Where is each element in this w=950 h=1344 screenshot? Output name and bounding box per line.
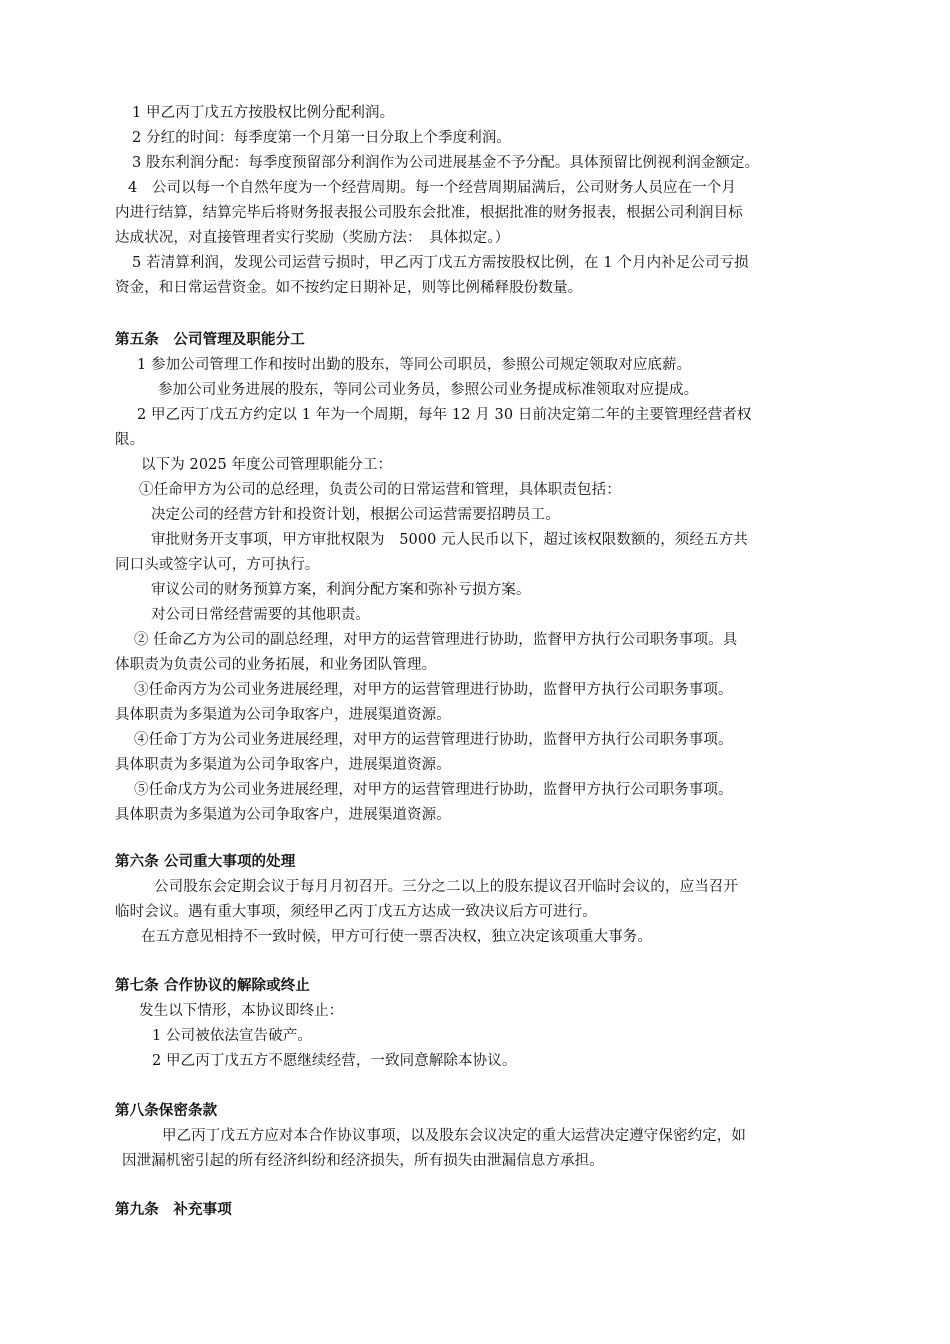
article-5-duty-1: 决定公司的经营方针和投资计划，根据公司运营需要招聘员工。 (151, 507, 560, 523)
article-5-para-4: 以下为 2025 年度公司管理职能分工： (141, 457, 393, 473)
article-7-para-3: 2 甲乙丙丁戊五方不愿继续经营，一致同意解除本协议。 (152, 1053, 517, 1069)
article-5-role-4-line-1: ④任命丁方为公司业务进展经理，对甲方的运营管理进行协助，监督甲方执行公司职务事项。 (134, 732, 733, 748)
profit-item-4-line-3: 达成状况，对直接管理者实行奖励（奖励方法： 具体拟定。） (115, 230, 510, 246)
article-8-title: 第八条保密条款 (115, 1103, 218, 1119)
article-5-para-1: 1 参加公司管理工作和按时出勤的股东，等同公司职员，参照公司规定领取对应底薪。 (137, 357, 692, 373)
profit-item-5-line-1: 5 若清算利润，发现公司运营亏损时，甲乙丙丁戊五方需按股权比例，在 1 个月内补足公司亏损 (132, 255, 749, 271)
article-5-role-5-line-1: ⑤任命戊方为公司业务进展经理，对甲方的运营管理进行协助，监督甲方执行公司职务事项。 (134, 782, 733, 798)
article-5-role-2-line-1: ② 任命乙方为公司的副总经理，对甲方的运营管理进行协助，监督甲方执行公司职务事项。具 (134, 632, 738, 648)
article-9-title: 第九条 补充事项 (115, 1202, 232, 1218)
article-6-title: 第六条 公司重大事项的处理 (115, 854, 296, 870)
article-5-para-2: 参加公司业务进展的股东，等同公司业务员，参照公司业务提成标准领取对应提成。 (158, 382, 699, 398)
article-5-para-3-line-1: 2 甲乙丙丁戊五方约定以 1 年为一个周期，每年 12 月 30 日前决定第二年的主要管理经营者权 (137, 407, 752, 423)
profit-item-2: 2 分红的时间：每季度第一个月第一日分取上个季度利润。 (132, 130, 512, 146)
article-6-para-2: 在五方意见相持不一致时候，甲方可行使一票否决权，独立决定该项重大事务。 (141, 929, 652, 945)
article-5-duty-2-line-2: 同口头或签字认可，方可执行。 (115, 557, 320, 573)
article-6-para-1-line-1: 公司股东会定期会议于每月月初召开。三分之二以上的股东提议召开临时会议的，应当召开 (154, 879, 738, 895)
article-8-para-1-line-1: 甲乙丙丁戊五方应对本合作协议事项，以及股东会议决定的重大运营决定遵守保密约定，如 (162, 1128, 746, 1144)
article-5-role-4-line-2: 具体职责为多渠道为公司争取客户，进展渠道资源。 (115, 757, 451, 773)
article-5-duty-2-line-1: 审批财务开支事项，甲方审批权限为 5000 元人民币以下，超过该权限数额的，须经五方共 (151, 532, 748, 548)
article-5-role-2-line-2: 体职责为负责公司的业务拓展，和业务团队管理。 (115, 657, 437, 673)
article-7-para-1: 发生以下情形，本协议即终止： (139, 1003, 344, 1019)
article-7-para-2: 1 公司被依法宣告破产。 (152, 1028, 313, 1044)
article-5-role-3-line-2: 具体职责为多渠道为公司争取客户，进展渠道资源。 (115, 707, 451, 723)
article-5-duty-4: 对公司日常经营需要的其他职责。 (151, 607, 370, 623)
article-5-title: 第五条 公司管理及职能分工 (115, 332, 305, 348)
article-5-role-5-line-2: 具体职责为多渠道为公司争取客户，进展渠道资源。 (115, 807, 451, 823)
profit-item-4-line-1: 4 公司以每一个自然年度为一个经营周期。每一个经营周期届满后，公司财务人员应在一个月 (128, 180, 736, 196)
article-5-role-3-line-1: ③任命丙方为公司业务进展经理，对甲方的运营管理进行协助，监督甲方执行公司职务事项。 (134, 682, 733, 698)
article-5-para-3-line-2: 限。 (115, 432, 145, 448)
profit-item-5-line-2: 资金，和日常运营资金。如不按约定日期补足，则等比例稀释股份数量。 (115, 280, 583, 296)
article-7-title: 第七条 合作协议的解除或终止 (115, 978, 310, 994)
profit-item-3: 3 股东利润分配：每季度预留部分利润作为公司进展基金不予分配。具体预留比例视利润金额定。 (132, 155, 760, 171)
article-8-para-1-line-2: 因泄漏机密引起的所有经济纠纷和经济损失，所有损失由泄漏信息方承担。 (122, 1153, 604, 1169)
article-6-para-1-line-2: 临时会议。遇有重大事项，须经甲乙丙丁戊五方达成一致决议后方可进行。 (115, 904, 597, 920)
profit-item-1: 1 甲乙丙丁戊五方按股权比例分配利润。 (132, 105, 395, 121)
profit-item-4-line-2: 内进行结算，结算完毕后将财务报表报公司股东会批准，根据批准的财务报表，根据公司利润目标 (115, 205, 743, 221)
article-5-role-1: ①任命甲方为公司的总经理，负责公司的日常运营和管理，具体职责包括： (139, 482, 621, 498)
article-5-duty-3: 审议公司的财务预算方案，利润分配方案和弥补亏损方案。 (151, 582, 531, 598)
